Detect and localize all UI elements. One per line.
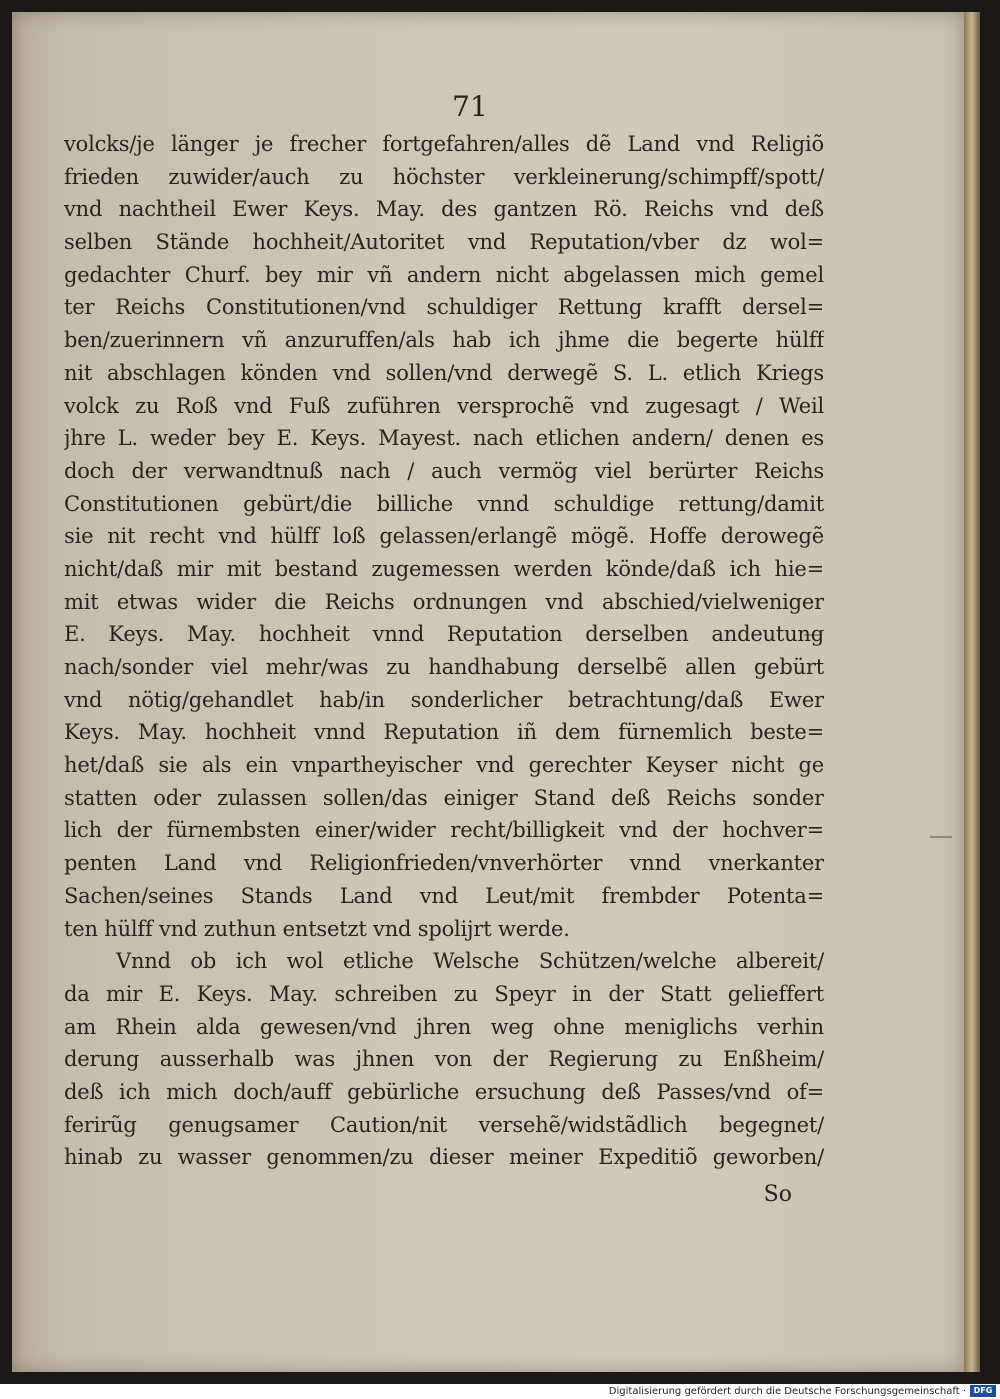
body-text — [64, 128, 824, 1174]
text-line: nicht/daß mir mit bestand zugemessen werden könde/daß ich hie= — [64, 556, 824, 581]
text-line: ter Reichs Constitutionen/vnd schuldiger Rettung krafft dersel= — [64, 295, 824, 320]
text-line: Sachen/seines Stands Land vnd Leut/mit frembder Potenta= — [64, 883, 824, 908]
text-line: lich der fürnembsten einer/wider recht/billigkeit vnd der hochver= — [64, 818, 824, 843]
page-edge — [964, 12, 980, 1372]
page-number: 71 — [452, 90, 488, 123]
text-line: hinab zu wasser genommen/zu dieser meiner Expeditiõ geworben/ — [64, 1145, 824, 1170]
text-line: da mir E. Keys. May. schreiben zu Speyr in der Statt gelieffert — [64, 981, 824, 1006]
text-line: het/daß sie als ein vnpartheyischer vnd gerechter Keyser nicht ge — [64, 753, 824, 778]
text-line: vnd nachtheil Ewer Keys. May. des gantzen Rö. Reichs vnd deß — [64, 197, 824, 222]
footer-bar — [0, 1384, 1000, 1399]
text-line: selben Stände hochheit/Autoritet vnd Reputation/vber dz wol= — [64, 230, 824, 255]
text-line: frieden zuwider/auch zu höchster verkleinerung/schimpff/spott/ — [64, 164, 824, 189]
text-line: Keys. May. hochheit vnnd Reputation iñ dem fürnemlich beste= — [64, 720, 824, 745]
text-line: statten oder zulassen sollen/das einiger Stand deß Reichs sonder — [64, 785, 824, 810]
dfg-logo: DFG — [970, 1385, 996, 1397]
text-line: ben/zuerinnern vñ anzuruffen/als hab ich jhme die begerte hülff — [64, 328, 824, 353]
text-line: doch der verwandtnuß nach / auch vermög viel berürter Reichs — [64, 458, 824, 483]
text-line: derung ausserhalb was jhnen von der Regierung zu Enßheim/ — [64, 1047, 824, 1072]
catchword: So — [763, 1182, 792, 1207]
paragraph-end-line: ten hülff vnd zuthun entsetzt vnd spolijrt werde. — [64, 916, 570, 941]
text-line: mit etwas wider die Reichs ordnungen vnd abschied/vielweniger — [64, 589, 824, 614]
margin-ink-mark — [930, 836, 952, 838]
text-line: penten Land vnd Religionfrieden/vnverhörter vnnd vnerkanter — [64, 851, 824, 876]
text-line: sie nit recht vnd hülff loß gelassen/erlangẽ mögẽ. Hoffe derowegẽ — [64, 524, 824, 549]
text-line: vnd nötig/gehandlet hab/in sonderlicher betrachtung/daß Ewer — [64, 687, 824, 712]
text-line: jhre L. weder bey E. Keys. Mayest. nach etlichen andern/ denen es — [64, 426, 824, 451]
text-line: Constitutionen gebürt/die billiche vnnd schuldige rettung/damit — [64, 491, 824, 516]
text-line: am Rhein alda gewesen/vnd jhren weg ohne meniglichs verhin — [64, 1014, 824, 1039]
text-line: deß ich mich doch/auff gebürliche ersuchung deß Passes/vnd of= — [64, 1079, 824, 1104]
text-line: ferirũg genugsamer Caution/nit versehẽ/widstãdlich begegnet/ — [64, 1112, 824, 1137]
text-line: volck zu Roß vnd Fuß zuführen versprochẽ vnd zugesagt / Weil — [64, 393, 824, 418]
funding-credit: Digitalisierung gefördert durch die Deutsche Forschungsgemeinschaft · — [608, 1386, 966, 1397]
text-line: gedachter Churf. bey mir vñ andern nicht abgelassen mich gemel — [64, 262, 824, 287]
paragraph-start-line: Vnnd ob ich wol etliche Welsche Schützen/welche albereit/ — [116, 949, 824, 974]
text-line: nach/sonder viel mehr/was zu handhabung derselbẽ allen gebürt — [64, 655, 824, 679]
text-line: E. Keys. May. hochheit vnnd Reputation derselben andeutung — [64, 622, 824, 647]
text-line: volcks/je länger je frecher fortgefahren/alles dẽ Land vnd Religiõ — [64, 132, 824, 156]
text-line: nit abschlagen könden vnd sollen/vnd derwegẽ S. L. etlich Kriegs — [64, 360, 824, 385]
book-page — [12, 12, 964, 1372]
